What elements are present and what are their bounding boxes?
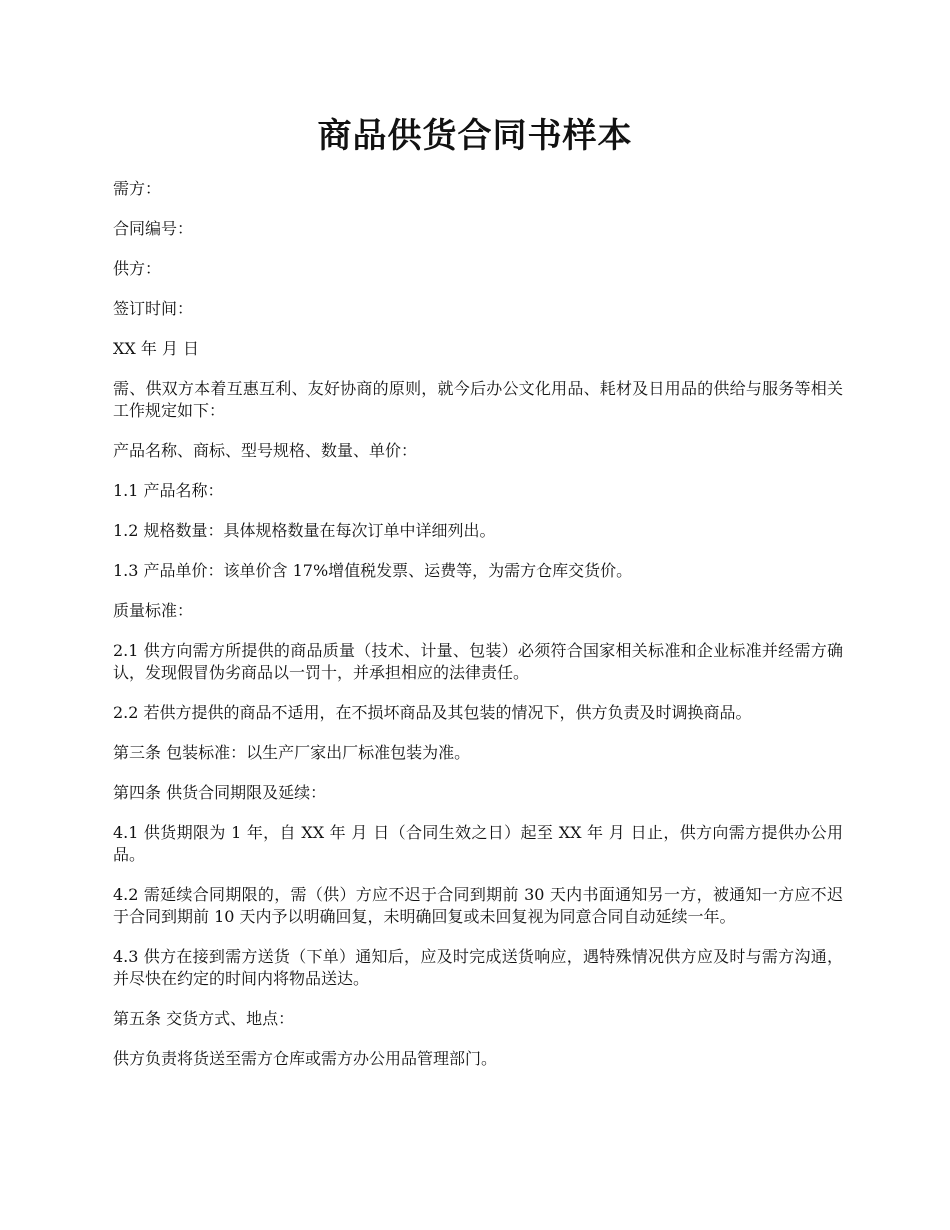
clause-2-1: 2.1 供方向需方所提供的商品质量（技术、计量、包装）必须符合国家相关标准和企业标准并经需方确认，发现假冒伪劣商品以一罚十，并承担相应的法律责任。 (113, 641, 843, 682)
clause-4-3: 4.3 供方在接到需方送货（下单）通知后，应及时完成送货响应，遇特殊情况供方应及时与需方沟通，并尽快在约定的时间内将物品送达。 (113, 947, 843, 988)
clause-1-2: 1.2 规格数量：具体规格数量在每次订单中详细列出。 (113, 521, 496, 540)
party-buyer-line: 需方： (113, 179, 162, 198)
clause-1-3: 1.3 产品单价：该单价含 17%增值税发票、运费等，为需方仓库交货价。 (113, 561, 633, 580)
delivery-location-paragraph: 供方负责将货送至需方仓库或需方办公用品管理部门。 (113, 1049, 498, 1068)
contract-number-line: 合同编号： (113, 219, 194, 238)
clause-4-2: 4.2 需延续合同期限的，需（供）方应不迟于合同到期前 30 天内书面通知另一方，被通知一方应不迟于合同到期前 10 天内予以明确回复，未明确回复或未回复视为同意合同自动延续一年。 (113, 885, 843, 926)
clause-1-1: 1.1 产品名称： (113, 481, 224, 500)
clause-4-1: 4.1 供货期限为 1 年，自 XX 年 月 日（合同生效之日）起至 XX 年 月 日止，供方向需方提供办公用品。 (113, 823, 843, 864)
section-heading-quality: 质量标准： (113, 601, 194, 620)
clause-2-2: 2.2 若供方提供的商品不适用，在不损坏商品及其包装的情况下，供方负责及时调换商品。 (113, 703, 752, 722)
article-4-heading: 第四条 供货合同期限及延续： (113, 783, 327, 802)
document-body (113, 178, 843, 1088)
party-supplier-line: 供方： (113, 259, 162, 278)
article-3-packaging: 第三条 包装标准：以生产厂家出厂标准包装为准。 (113, 743, 471, 762)
signing-date-line: XX 年 月 日 (113, 339, 200, 358)
preamble-paragraph: 需、供双方本着互惠互利、友好协商的原则，就今后办公文化用品、耗材及日用品的供给与服务等相关工作规定如下： (113, 379, 843, 420)
document-title: 商品供货合同书样本 (317, 116, 633, 156)
section-heading-products: 产品名称、商标、型号规格、数量、单价： (113, 441, 418, 460)
article-5-heading: 第五条 交货方式、地点： (113, 1009, 295, 1028)
signing-time-line: 签订时间： (113, 299, 194, 318)
